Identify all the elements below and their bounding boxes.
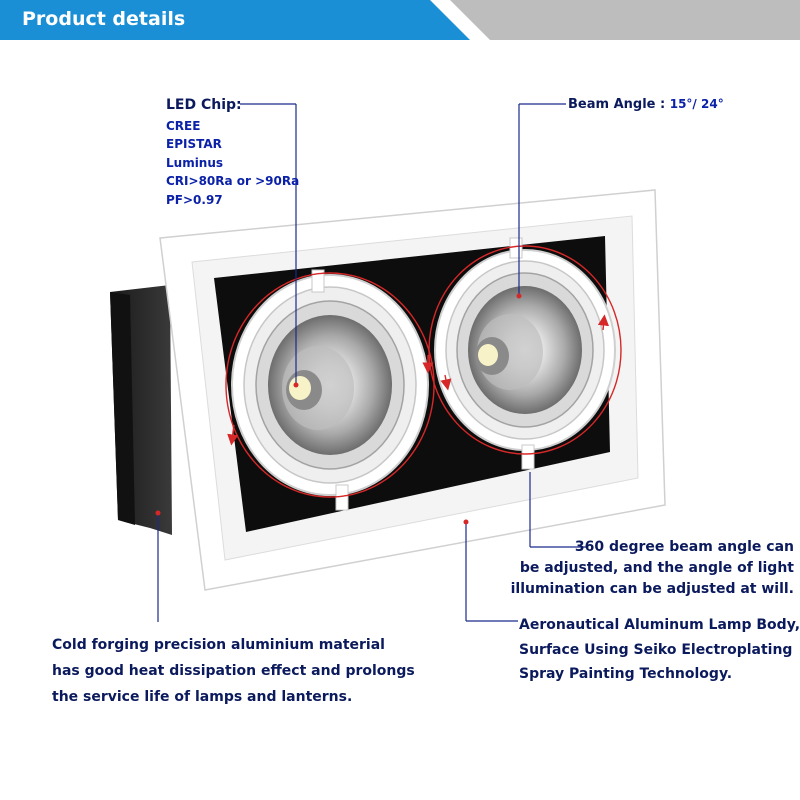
body-note <box>519 613 800 687</box>
adjust-note-line: be adjusted, and the angle of light <box>519 560 794 576</box>
material-note <box>52 633 415 711</box>
led-chip-title: LED Chip: <box>166 97 242 113</box>
beam-angle-callout <box>568 95 724 115</box>
led-chip-item: CREE <box>166 118 201 133</box>
adjust-note-line: illumination can be adjusted at will. <box>510 581 794 597</box>
led-chip-item: CRI>80Ra or >90Ra <box>166 174 300 189</box>
led-chip-callout <box>166 95 299 210</box>
beam-angle-value: 15°/ 24° <box>669 97 724 111</box>
adjust-note <box>511 537 794 600</box>
adjust-note-line: 360 degree beam angle can <box>574 539 794 555</box>
led-chip-item: PF>0.97 <box>166 193 223 208</box>
material-note-line: Cold forging precision aluminium material <box>52 637 385 653</box>
lamp-housing <box>110 285 172 535</box>
page-title: Product details <box>22 8 186 30</box>
led-chip-item: EPISTAR <box>166 137 222 152</box>
body-note-line: Surface Using Seiko Electroplating <box>519 641 793 658</box>
body-note-line: Spray Painting Technology. <box>519 666 733 682</box>
beam-angle-label: Beam Angle : <box>568 97 666 112</box>
led-chip-item: Luminus <box>166 155 224 170</box>
material-note-line: the service life of lamps and lanterns. <box>52 688 353 705</box>
body-note-line: Aeronautical Aluminum Lamp Body, <box>519 617 800 633</box>
material-note-line: has good heat dissipation effect and prolongs <box>52 662 415 679</box>
